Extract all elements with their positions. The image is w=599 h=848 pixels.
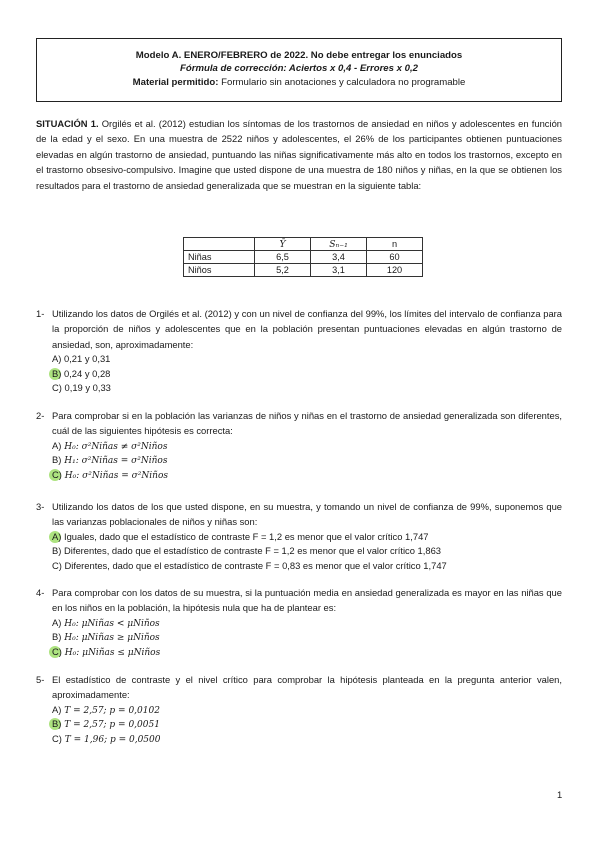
option-a[interactable]: A) H₀: μNiñas < μNiños xyxy=(52,616,160,629)
table-cell: Niñas xyxy=(184,251,255,264)
option-b[interactable]: B) H₀: μNiñas ≥ μNiños xyxy=(52,631,160,644)
table-header: n xyxy=(367,238,423,251)
option-a[interactable]: A) T = 2,57; p = 0,0102 xyxy=(52,703,160,716)
table-header: Sₙ₋₁ xyxy=(311,238,367,251)
question-stem: El estadístico de contraste y el nivel crítico para comprobar la hipótesis planteada en la pregunta anterior valen, aproximadamente: xyxy=(52,674,562,701)
option-b[interactable]: B) H₁: σ²Niñas = σ²Niños xyxy=(52,454,168,467)
table-row xyxy=(184,251,423,264)
question-1 xyxy=(36,306,562,396)
question-stem: Para comprobar con los datos de su muestra, si la puntuación media en ansiedad generalizada es mayor en las niñas que en los niños en la población, la hipótesis nula que ha de plantear es: xyxy=(52,587,562,614)
question-number: 5- xyxy=(36,674,45,685)
table-header-row xyxy=(184,238,423,251)
question-number: 3- xyxy=(36,501,45,512)
option-a[interactable]: A) Iguales, dado que el estadístico de contraste F = 1,2 es menor que el valor crítico 1,747 xyxy=(52,530,562,545)
option-a[interactable]: A) 0,21 y 0,31 xyxy=(52,353,111,365)
option-c[interactable]: C) T = 1,96; p = 0,0500 xyxy=(52,733,161,745)
allowed-material: Material permitido: Formulario sin anotaciones y calculadora no programable xyxy=(132,76,466,88)
table-cell: 3,4 xyxy=(311,251,367,264)
question-number: 4- xyxy=(36,587,45,598)
question-stem: Para comprobar si en la población las varianzas de niños y niñas en el trastorno de ansiedad generalizada son diferentes, cuál de las siguientes hipótesis es correcta: xyxy=(52,410,562,437)
question-stem: Utilizando los datos de Orgilés et al. (2012) y con un nivel de confianza del 99%, los límites del intervalo de confianza para la proporción de niños y adolescentes que en la población presentan puntuaciones elevadas en algún trastorno de ansiedad, son, aproximadamente: xyxy=(52,308,562,350)
option-c[interactable]: C) H₀: σ²Niñas = σ²Niños xyxy=(52,468,562,483)
table-cell: Niños xyxy=(184,264,255,277)
option-c[interactable]: C) H₀: μNiñas ≤ μNiños xyxy=(52,645,562,660)
situation-intro xyxy=(36,116,562,193)
page-number: 1 xyxy=(557,789,563,800)
question-number: 1- xyxy=(36,308,45,319)
option-a[interactable]: A) H₀: σ²Niñas ≠ σ²Niños xyxy=(52,439,168,452)
option-c[interactable]: C) Diferentes, dado que el estadístico de contraste F = 0,83 es menor que el valor crítico 1,747 xyxy=(52,560,447,571)
situation-text: Orgilés et al. (2012) estudian los síntomas de los trastornos de ansiedad en niños y adolescentes en función de la edad y el sexo. En una muestra de 2522 niños y adolescentes, el 26% de los participantes obtienen puntuaciones elevadas en algún trastorno de ansiedad, puntuando las niñas significativamente más alto en todos los trastornos, excepto en el trastorno obsesivo-compulsivo. Imagine que usted dispone de una muestra de 180 niños y niñas, en la que se obtienen los resultados para el trastorno de ansiedad generalizada que se muestran en la siguiente tabla: xyxy=(36,118,562,191)
data-table xyxy=(183,237,423,277)
option-b[interactable]: B) 0,24 y 0,28 xyxy=(52,367,562,382)
option-b[interactable]: B) Diferentes, dado que el estadístico de contraste F = 1,2 es menor que el valor crítico 1,863 xyxy=(52,545,442,557)
option-b[interactable]: B) T = 2,57; p = 0,0051 xyxy=(52,717,562,732)
table-header: Ȳ xyxy=(255,238,311,251)
table-row xyxy=(184,264,423,277)
table-cell: 60 xyxy=(367,251,423,264)
correction-formula: Fórmula de corrección: Aciertos x 0,4 - Errores x 0,2 xyxy=(180,63,418,75)
table-cell: 3,1 xyxy=(311,264,367,277)
question-4 xyxy=(36,585,562,660)
table-cell: 5,2 xyxy=(255,264,311,277)
header-title: Modelo A. ENERO/FEBRERO de 2022. No debe entregar los enunciados xyxy=(135,50,463,61)
option-c[interactable]: C) 0,19 y 0,33 xyxy=(52,382,111,394)
question-5 xyxy=(36,672,562,747)
table-cell: 120 xyxy=(367,264,423,277)
situation-label: SITUACIÓN 1. xyxy=(36,118,99,129)
question-number: 2- xyxy=(36,410,45,421)
question-stem: Utilizando los datos de los que usted dispone, en su muestra, y tomando un nivel de confianza de 99%, suponemos que las varianzas poblacionales de niños y niñas son: xyxy=(52,501,562,528)
table-cell: 6,5 xyxy=(255,251,311,264)
question-3 xyxy=(36,499,562,574)
question-2 xyxy=(36,408,562,483)
table-header xyxy=(184,238,255,251)
exam-header xyxy=(36,38,562,102)
